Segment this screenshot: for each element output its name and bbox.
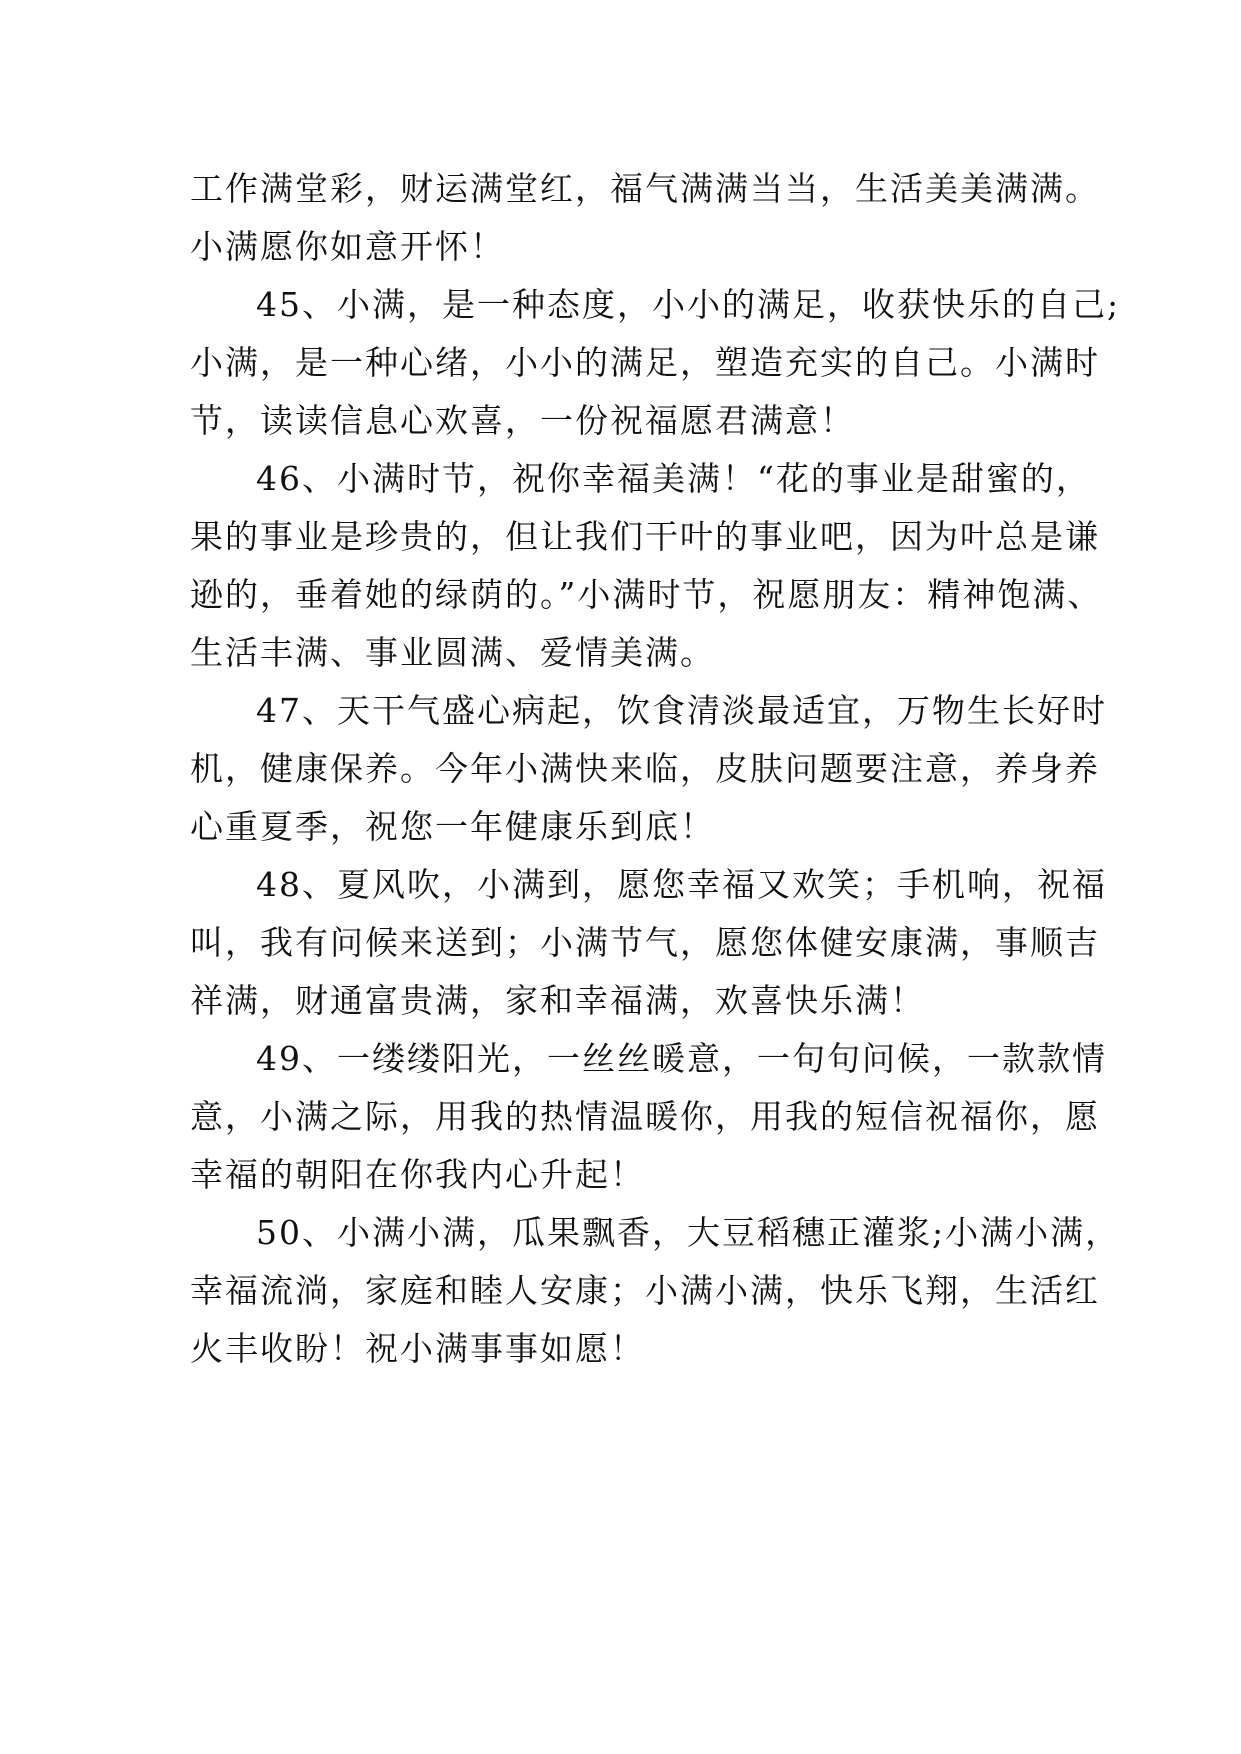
text-line: 幸福流淌，家庭和睦人安康；小满小满，快乐飞翔，生活红 — [190, 1271, 1100, 1310]
text-line: 逊的，垂着她的绿荫的。”小满时节，祝愿朋友：精神饱满、 — [190, 575, 1103, 614]
text-line: 节，读读信息心欢喜，一份祝福愿君满意！ — [190, 401, 855, 440]
paragraph-45-first-line: 45、小满，是一种态度，小小的满足，收获快乐的自己; — [256, 285, 1121, 324]
text-line: 叫，我有问候来送到；小满节气，愿您体健安康满，事顺吉 — [190, 923, 1100, 962]
paragraph-46-first-line: 46、小满时节，祝你幸福美满！“花的事业是甜蜜的， — [256, 459, 1091, 498]
paragraph-48-first-line: 48、夏风吹，小满到，愿您幸福又欢笑；手机响，祝福 — [256, 865, 1107, 904]
text-line: 工作满堂彩，财运满堂红，福气满满当当，生活美美满满。 — [190, 169, 1100, 208]
text-line: 心重夏季，祝您一年健康乐到底！ — [190, 807, 715, 846]
text-line: 火丰收盼！祝小满事事如愿！ — [190, 1329, 645, 1368]
paragraph-50-first-line: 50、小满小满，瓜果飘香，大豆稻穗正灌浆;小满小满， — [256, 1213, 1121, 1252]
paragraph-47-first-line: 47、天干气盛心病起，饮食清淡最适宜，万物生长好时 — [256, 691, 1107, 730]
text-line: 机，健康保养。今年小满快来临，皮肤问题要注意，养身养 — [190, 749, 1100, 788]
text-line: 果的事业是珍贵的，但让我们干叶的事业吧，因为叶总是谦 — [190, 517, 1100, 556]
text-line: 意，小满之际，用我的热情温暖你，用我的短信祝福你，愿 — [190, 1097, 1100, 1136]
text-line: 幸福的朝阳在你我内心升起！ — [190, 1155, 645, 1194]
text-line: 生活丰满、事业圆满、爱情美满。 — [190, 633, 715, 672]
paragraph-49-first-line: 49、一缕缕阳光，一丝丝暖意，一句句问候，一款款情 — [256, 1039, 1107, 1078]
text-line: 祥满，财通富贵满，家和幸福满，欢喜快乐满！ — [190, 981, 925, 1020]
text-line: 小满，是一种心绪，小小的满足，塑造充实的自己。小满时 — [190, 343, 1100, 382]
text-line: 小满愿你如意开怀！ — [190, 227, 505, 266]
